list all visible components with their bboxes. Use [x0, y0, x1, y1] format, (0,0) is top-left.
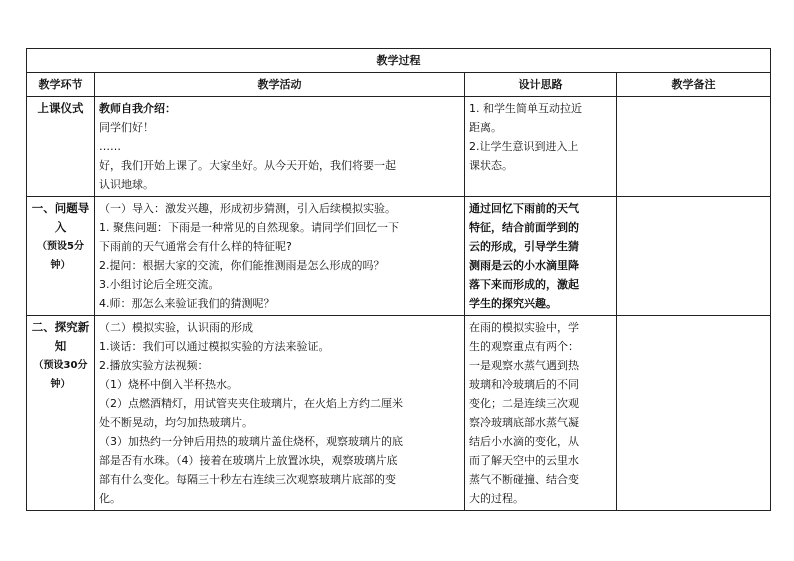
design-line: 特征，结合前面学到的	[469, 221, 579, 234]
design-line: 课状态。	[469, 159, 513, 172]
header-stage: 教学环节	[27, 73, 95, 97]
design-line: 一是观察水蒸气遇到热	[469, 359, 579, 372]
design-line: 玻璃和冷玻璃后的不同	[469, 378, 579, 391]
activity-line: （1）烧杯中倒入半杯热水。	[99, 378, 238, 391]
header-design: 设计思路	[465, 73, 617, 97]
note-cell	[617, 316, 771, 511]
table-row	[27, 316, 771, 511]
activity-line: 化。	[99, 492, 121, 505]
design-cell	[465, 316, 617, 511]
design-line: 测雨是云的小水滴里降	[469, 259, 579, 272]
stage-cell	[27, 197, 95, 316]
activity-line: ……	[99, 140, 121, 153]
activity-line: 认识地球。	[99, 178, 154, 191]
table-row	[27, 197, 771, 316]
design-line: 落下来而形成的，激起	[469, 278, 579, 291]
design-line: 在雨的模拟实验中，学	[469, 321, 579, 334]
activity-line: 好，我们开始上课了。大家坐好。从今天开始，我们将要一起	[99, 159, 396, 172]
stage-title: 上课仪式	[37, 101, 84, 115]
activity-line: （二）模拟实验，认识雨的形成	[99, 321, 253, 334]
stage-title: 二、探究新知	[31, 320, 90, 353]
activity-line: 1.谈话：我们可以通过模拟实验的方法来验证。	[99, 340, 330, 353]
design-line: 学生的探究兴趣。	[469, 297, 557, 310]
header-notes: 教学备注	[617, 73, 771, 97]
stage-cell	[27, 316, 95, 511]
design-line: 通过回忆下雨前的天气	[469, 202, 579, 215]
stage-time: （预设30分钟）	[33, 360, 88, 390]
table-row	[27, 97, 771, 197]
design-line: 云的形成，引导学生猜	[469, 240, 579, 253]
design-line: 变化；二是连续三次观	[469, 397, 579, 410]
activity-line: （3）加热约一分钟后用热的玻璃片盖住烧杯，观察玻璃片的底	[99, 435, 403, 448]
activity-line: （2）点燃酒精灯，用试管夹夹住玻璃片，在火焰上方约二厘米	[99, 397, 403, 410]
design-line: 2.让学生意识到进入上	[469, 140, 579, 153]
activity-line: （一）导入：激发兴趣，形成初步猜测，引入后续模拟实验。	[99, 202, 396, 215]
activity-cell	[95, 316, 465, 511]
activity-line: 教师自我介绍：	[99, 102, 176, 115]
activity-line: 同学们好！	[99, 121, 154, 134]
activity-line: 2.播放实验方法视频：	[99, 359, 209, 372]
design-cell	[465, 97, 617, 197]
design-line: 蒸气不断碰撞、结合变	[469, 473, 579, 486]
note-cell	[617, 97, 771, 197]
stage-cell	[27, 97, 95, 197]
design-line: 生的观察重点有两个：	[469, 340, 579, 353]
activity-line: 下雨前的天气通常会有什么样的特征呢?	[99, 240, 292, 253]
design-line: 距离。	[469, 121, 502, 134]
design-line: 而了解天空中的云里水	[469, 454, 579, 467]
activity-line: 部是否有水珠。（4）接着在玻璃片上放置冰块，观察玻璃片底	[99, 454, 398, 467]
design-line: 1. 和学生简单互动拉近	[469, 102, 582, 115]
activity-line: 处不断晃动，均匀加热玻璃片。	[99, 416, 253, 429]
note-cell	[617, 197, 771, 316]
lesson-process-table	[26, 48, 771, 511]
table-title: 教学过程	[27, 49, 771, 73]
stage-time: （预设5分钟）	[37, 241, 84, 271]
activity-cell	[95, 97, 465, 197]
activity-cell	[95, 197, 465, 316]
design-line: 大的过程。	[469, 492, 524, 505]
design-line: 察冷玻璃底部水蒸气凝	[469, 416, 579, 429]
activity-line: 2.提问：根据大家的交流，你们能推测雨是怎么形成的吗？	[99, 259, 385, 272]
stage-title: 一、问题导入	[31, 201, 90, 234]
design-cell	[465, 197, 617, 316]
header-activity: 教学活动	[95, 73, 465, 97]
activity-line: 3.小组讨论后全班交流。	[99, 278, 220, 291]
activity-line: 1. 聚焦问题：下雨是一种常见的自然现象。请同学们回忆一下	[99, 221, 399, 234]
design-line: 结后小水滴的变化，从	[469, 435, 579, 448]
activity-line: 4.师：那怎么来验证我们的猜测呢？	[99, 297, 275, 310]
activity-line: 部有什么变化。每隔三十秒左右连续三次观察玻璃片底部的变	[99, 473, 396, 486]
